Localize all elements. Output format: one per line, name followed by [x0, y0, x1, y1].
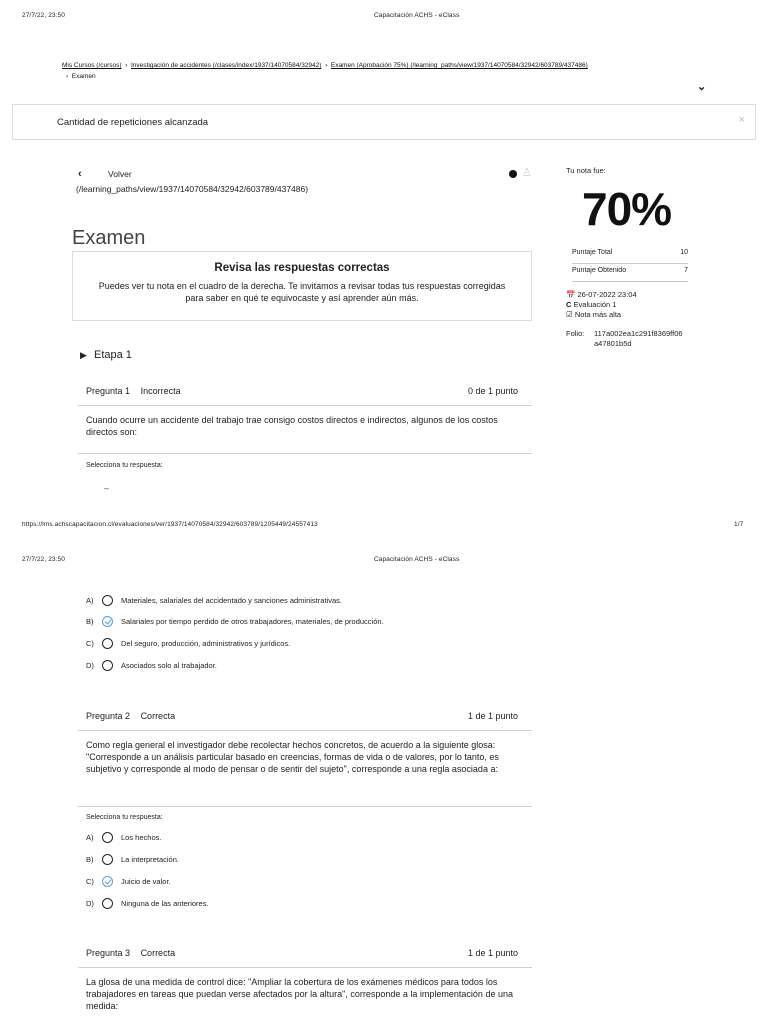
divider [78, 405, 532, 406]
answer-option[interactable] [86, 829, 161, 845]
page-title: Examen [72, 227, 146, 249]
check-circle-icon[interactable] [102, 876, 113, 887]
question-text: La glosa de una medida de control dice: "Ampliar la cobertura de los exámenes médicos para todos los trabajadores en tareas que puedan verse afectados por la altura", corresponde a la implementación de una medida: [86, 977, 513, 1011]
select-label: Selecciona tu respuesta: [86, 814, 163, 821]
option-text: Salariales por tiempo perdido de otros trabajadores, materiales, de producción. [121, 616, 384, 626]
check-circle-icon[interactable] [102, 616, 113, 627]
print-page: 1/7 [734, 521, 744, 528]
chevron-left-icon: ‹ [78, 168, 82, 180]
radio-icon[interactable] [102, 660, 113, 671]
best-label: Nota más alta [574, 310, 622, 319]
back-label: Volver [108, 169, 132, 179]
stage-label: Etapa 1 [93, 349, 132, 361]
option-letter: D) [86, 898, 94, 908]
question-points: 1 de 1 punto [467, 948, 518, 958]
radio-icon[interactable] [102, 854, 113, 865]
option-text: La interpretación. [121, 854, 179, 864]
question-header [86, 386, 518, 396]
question-status: Correcta [140, 711, 176, 721]
radio-icon[interactable] [102, 832, 113, 843]
folio-row [566, 329, 584, 339]
calendar-icon: 📅 [566, 290, 576, 299]
option-letter: D) [86, 660, 94, 670]
score-label: Tu nota fue: [566, 166, 606, 175]
breadcrumb-link-courses[interactable]: Mis Cursos (/cursos) [62, 62, 122, 69]
exam-meta [566, 290, 637, 320]
chevron-down-icon[interactable]: ⌄ [697, 81, 707, 93]
print-title: Capacitación ACHS - eClass [374, 556, 460, 563]
select-label: Selecciona tu respuesta: [86, 462, 163, 469]
breadcrumb-link-course[interactable]: Investigación de accidentes (/clases/index/1937/14070584/32942) [131, 62, 322, 69]
checkbox-icon: ☑ [566, 310, 573, 319]
question-text: Como regla general el investigador debe recolectar hechos concretos, de acuerdo a la siguiente glosa: "Corresponde a un análisis particular basado en creencias, formas de vida o de valores, por lo tanto, es subjetivo y corresponde al modo de pensar o de sentir del sujeto", corresponde a una regla asociada a: [86, 740, 499, 774]
option-letter: C) [86, 876, 94, 886]
info-card [72, 251, 532, 321]
close-icon[interactable]: × [738, 114, 745, 126]
option-letter: B) [86, 616, 94, 626]
breadcrumb-current-label: Examen [71, 73, 96, 80]
option-letter: B) [86, 854, 94, 864]
alert-bar [12, 104, 756, 140]
stat-label: Puntaje Obtenido [572, 267, 627, 274]
best-row [566, 310, 637, 320]
exam-date: 26-07-2022 23:04 [577, 290, 637, 299]
print-datetime: 27/7/22, 23:50 [22, 12, 65, 19]
option-letter: A) [86, 595, 94, 605]
question-text: Cuando ocurre un accidente del trabajo trae consigo costos directos e indirectos, algunos de los costos directos son: [86, 415, 498, 437]
divider [78, 453, 532, 454]
print-url: https://lms.achscapacitacion.cl/evaluaciones/ver/1937/14070584/32942/603789/1205449/24557413 [22, 521, 318, 528]
triangle-right-icon: ▶ [80, 350, 87, 360]
option-text: Los hechos. [121, 832, 162, 842]
radio-icon[interactable] [102, 638, 113, 649]
question-number: Pregunta 2 [86, 711, 131, 721]
print-title: Capacitación ACHS - eClass [374, 12, 460, 19]
radio-icon[interactable] [102, 595, 113, 606]
option-text: Asociados solo al trabajador. [121, 660, 217, 670]
folio-value-line: 117a002ea1c291f8369ff06 [594, 329, 683, 338]
folio-value [594, 329, 683, 349]
stat-row [572, 249, 688, 264]
option-text: Materiales, salariales del accidentado y sanciones administrativas. [121, 595, 342, 605]
user-icon: ♙ [522, 167, 532, 179]
stat-label: Puntaje Total [572, 249, 613, 256]
info-card-text: Puedes ver tu nota en el cuadro de la derecha. Te invitamos a revisar todas tus respuestas corregidas para saber en qué te equivocaste y así aprender aún más. [98, 281, 506, 303]
status-dot-icon [509, 170, 517, 178]
breadcrumb-separator: › [323, 62, 330, 69]
alert-text: Cantidad de repeticiones alcanzada [57, 117, 209, 128]
answer-option[interactable] [86, 895, 209, 911]
breadcrumb [62, 62, 588, 69]
answer-option[interactable] [86, 873, 171, 889]
option-text: Ninguna de las anteriores. [121, 898, 209, 908]
answer-option[interactable] [86, 592, 342, 608]
question-status: Incorrecta [140, 386, 181, 396]
option-letter: A) [86, 832, 94, 842]
stat-value: 7 [684, 267, 688, 274]
radio-icon[interactable] [102, 898, 113, 909]
divider [78, 730, 532, 731]
breadcrumb-current: › Examen [66, 73, 96, 80]
folio-value-line: a47801b5d [594, 339, 632, 348]
evaluation-row [566, 300, 637, 310]
answer-option[interactable] [86, 657, 217, 673]
evaluation-label: Evaluación 1 [573, 300, 617, 309]
question-header [86, 948, 518, 958]
folio-label: Folio: [566, 329, 585, 338]
answer-option[interactable] [86, 613, 384, 629]
stat-row [572, 267, 688, 282]
question-points: 1 de 1 punto [467, 711, 518, 721]
divider [78, 967, 532, 968]
option-letter: C) [86, 638, 94, 648]
stat-value: 10 [680, 249, 688, 256]
date-row [566, 290, 637, 300]
question-points: 0 de 1 punto [467, 386, 518, 396]
print-datetime: 27/7/22, 23:50 [22, 556, 65, 563]
answer-option[interactable] [86, 851, 179, 867]
score-value: 70% [582, 183, 672, 235]
question-number: Pregunta 3 [86, 948, 131, 958]
breadcrumb-link-exam[interactable]: Examen (Aprobación 75%) (/learning_paths/view/1937/14070584/32942/603789/437486) [330, 62, 588, 69]
option-text: Del seguro, producción, administrativos y jurídicos. [121, 638, 291, 648]
refresh-icon: C [566, 300, 572, 309]
stage-toggle[interactable] [80, 349, 132, 361]
scroll-marker: – [104, 483, 110, 493]
back-path[interactable]: (/learning_paths/view/1937/14070584/32942/603789/437486) [76, 184, 309, 194]
divider [78, 806, 532, 807]
question-number: Pregunta 1 [86, 386, 131, 396]
back-link[interactable] [78, 168, 132, 180]
question-header [86, 711, 518, 721]
question-status: Correcta [140, 948, 176, 958]
breadcrumb-separator: › [123, 62, 130, 69]
info-card-heading: Revisa las respuestas correctas [214, 262, 390, 274]
answer-option[interactable] [86, 635, 290, 651]
option-text: Juicio de valor. [121, 876, 171, 886]
